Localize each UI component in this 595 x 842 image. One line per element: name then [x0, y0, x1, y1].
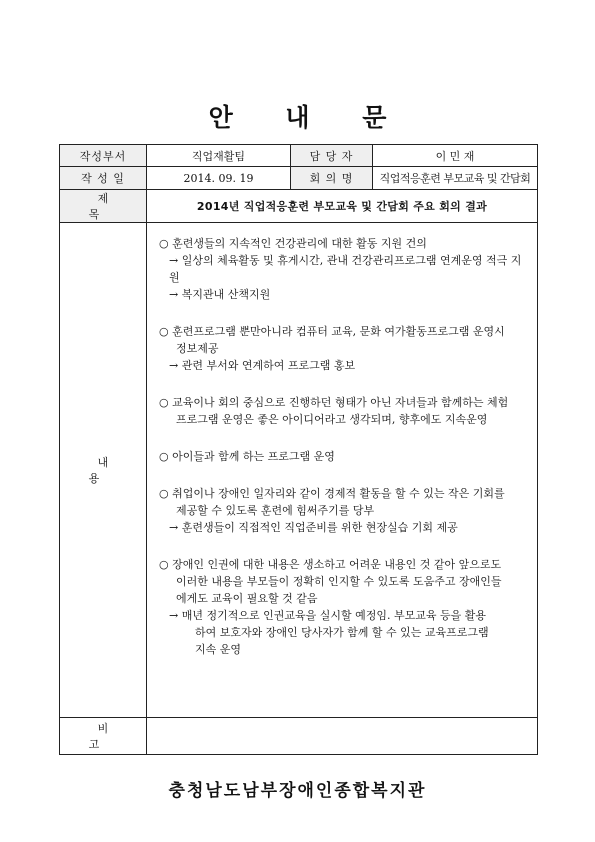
item-line: ○ 취업이나 장애인 일자리와 같이 경제적 활동을 할 수 있는 작은 기회를 — [159, 487, 505, 500]
item-line: 하여 보호자와 장애인 당사자가 함께 할 수 있는 교육프로그램 — [195, 626, 489, 639]
content-row — [60, 223, 538, 718]
notice-table — [59, 144, 538, 755]
item-line: 이러한 내용을 부모들이 정확히 인지할 수 있도록 도움주고 장애인들 — [176, 575, 502, 588]
header-row-2 — [60, 167, 538, 190]
meeting-label: 회 의 명 — [291, 167, 373, 190]
content-item — [159, 323, 527, 374]
organization-name: 충청남도남부장애인종합복지관 — [168, 781, 427, 801]
item-line: → 훈련생들이 직접적인 직업준비를 위한 현장실습 기회 제공 — [169, 521, 458, 534]
subject-row — [60, 190, 538, 223]
content-item — [159, 448, 527, 465]
content-label: 내 용 — [60, 223, 147, 718]
item-line: 제공할 수 있도록 훈련에 힘써주기를 당부 — [176, 504, 375, 517]
item-line: 에게도 교육이 필요할 것 같음 — [176, 592, 318, 605]
item-line: ○ 훈련생들의 지속적인 건강관리에 대한 활동 지원 건의 — [159, 237, 427, 250]
item-line: ○ 장애인 인권에 대한 내용은 생소하고 어려운 내용인 것 같아 앞으로도 — [159, 558, 502, 571]
item-line: → 매년 정기적으로 인권교육을 실시할 예정임. 부모교육 등을 활용 — [169, 609, 486, 622]
item-line: → 관련 부서와 연계하여 프로그램 홍보 — [169, 359, 356, 372]
content-body — [147, 223, 538, 718]
subject-label: 제 목 — [60, 190, 147, 223]
subject-value: 2014년 직업적응훈련 부모교육 및 간담회 주요 회의 결과 — [147, 190, 538, 223]
item-line: 정보제공 — [176, 342, 219, 355]
remarks-value — [147, 718, 538, 755]
item-line: ○ 교육이나 회의 중심으로 진행하던 형태가 아닌 자녀들과 함께하는 체험 — [159, 396, 509, 409]
content-item — [159, 394, 527, 428]
item-line: ○ 아이들과 함께 하는 프로그램 운영 — [159, 450, 335, 463]
item-line: → 복지관내 산책지원 — [169, 288, 271, 301]
document-title: 안 내 문 — [208, 103, 409, 132]
item-line: 프로그램 운영은 좋은 아이디어라고 생각되며, 향후에도 지속운영 — [176, 413, 488, 426]
header-row-1 — [60, 145, 538, 167]
manager-value: 이 민 재 — [373, 145, 538, 167]
item-line: ○ 훈련프로그램 뿐만아니라 컴퓨터 교육, 문화 여가활동프로그램 운영시 — [159, 325, 505, 338]
remarks-label: 비 고 — [60, 718, 147, 755]
item-line: → 일상의 체육활동 및 휴게시간, 관내 건강관리프로그램 연계운영 적극 지원 — [169, 254, 522, 284]
remarks-row — [60, 718, 538, 755]
content-item — [159, 235, 527, 303]
item-line: 지속 운영 — [195, 643, 242, 656]
date-value: 2014. 09. 19 — [147, 167, 291, 190]
dept-value: 직업재활팀 — [147, 145, 291, 167]
manager-label: 담 당 자 — [291, 145, 373, 167]
content-item — [159, 556, 527, 658]
dept-label: 작성부서 — [60, 145, 147, 167]
meeting-value: 직업적응훈련 부모교육 및 간담회 — [373, 167, 538, 190]
date-label: 작 성 일 — [60, 167, 147, 190]
content-item — [159, 485, 527, 536]
